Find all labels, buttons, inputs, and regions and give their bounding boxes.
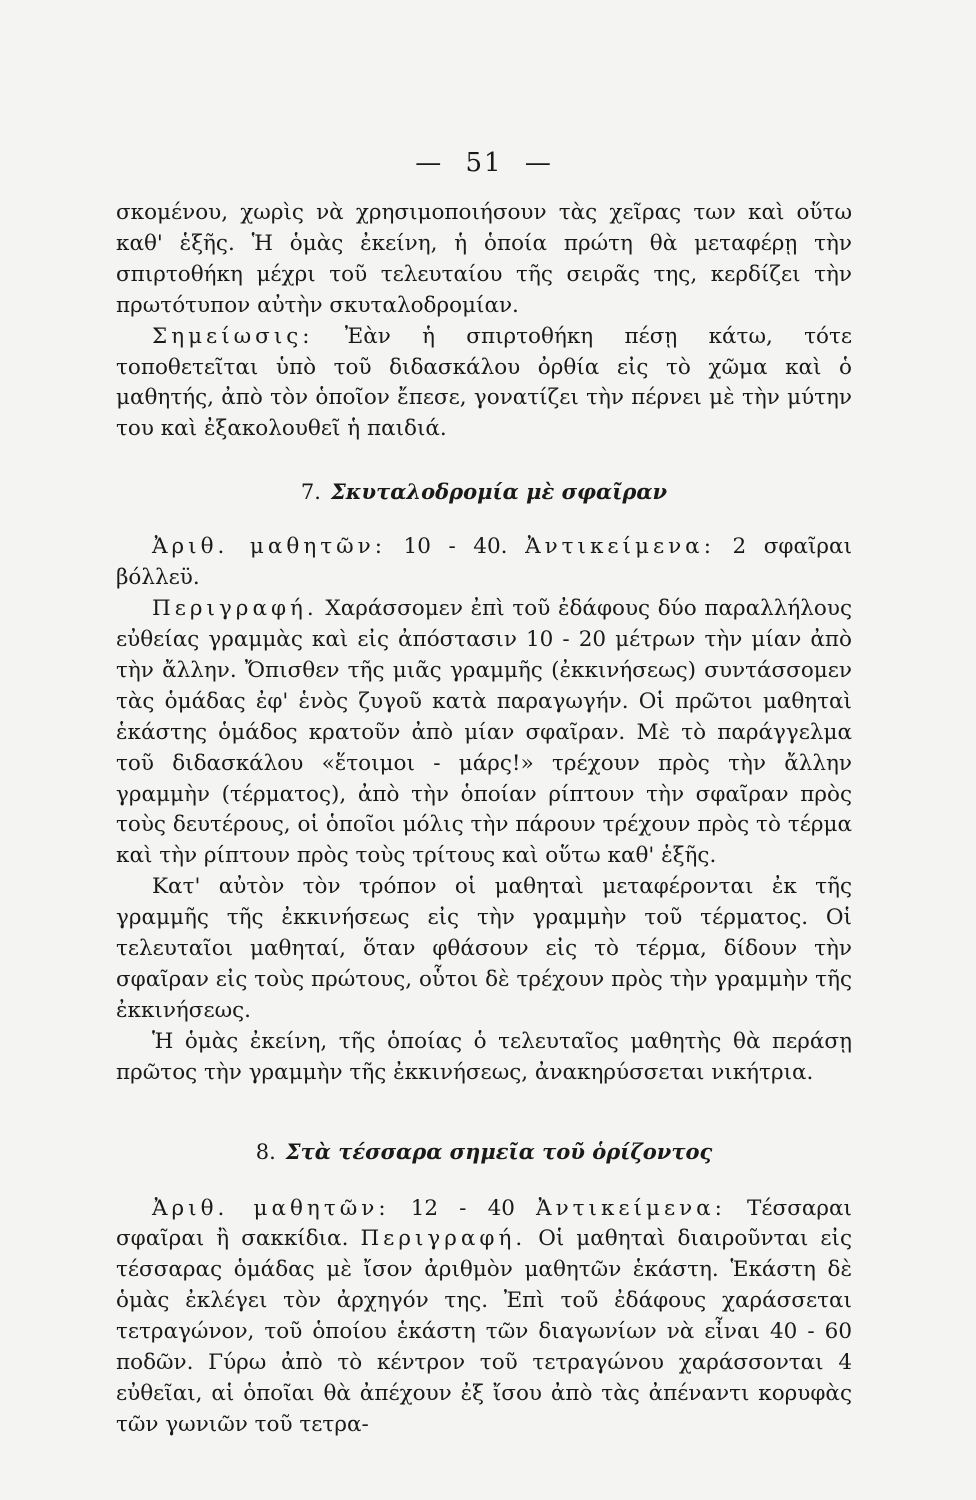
section-7-students-value: 10 - 40. (386, 534, 526, 560)
page-number-dash-left: — (415, 148, 444, 178)
page-number (116, 148, 852, 178)
section-7-heading (116, 479, 852, 504)
section-7-paragraph-2: Κατ' αὐτὸν τὸν τρόπον οἱ μαθηταὶ μεταφέρονται ἐκ τῆς γραμμῆς τῆς ἐκκινήσεως εἰς τὴν γραμμὴν τοῦ τέρματος. Οἱ τελευταῖοι μαθηταί, ὅταν φθάσουν εἰς τὸ τέρμα, δίδουν τὴν σφαῖραν εἰς τοὺς πρώτους, οὗτοι δὲ τρέχουν πρὸς τὴν γραμμὴν τῆς ἐκκινήσεως. (116, 874, 852, 1023)
section-8-objects-value: Τέσσαραι σφαῖραι ἢ σακκίδια. (116, 1195, 852, 1252)
section-7-description (116, 594, 852, 872)
section-8-students-label: Ἀριθ. μαθητῶν: (152, 1195, 390, 1221)
section-7-title: Σκυταλοδρομία μὲ σφαῖραν (330, 479, 668, 505)
intro-paragraph: σκομένου, χωρὶς νὰ χρησιμοποιήσουν τὰς χεῖρας των καὶ οὕτω καθ' ἑξῆς. Ἡ ὁμὰς ἐκείνη, ἡ ὁποία πρώτη θὰ μεταφέρῃ τὴν σπιρτοθήκη μέχρι τοῦ τελευταίου τῆς σειρᾶς της, κερδίζει τὴν πρωτότυπον αὐτὴν σκυταλοδρομίαν. (116, 200, 852, 318)
section-7-number: 7. (300, 480, 321, 505)
section-8-students-value: 12 - 40 (389, 1195, 537, 1221)
section-8-number: 8. (255, 1139, 276, 1164)
section-8-body (116, 1194, 852, 1441)
note-label: Σημείωσις: (152, 323, 314, 349)
note-text: Ἐὰν ἡ σπιρτοθήκη πέσῃ κάτω, τότε τοποθετεῖται ὑπὸ τοῦ διδασκάλου ὀρθία εἰς τὸ χῶμα καὶ ὁ μαθητής, ἀπὸ τὸν ὁποῖον ἔπεσε, γονατίζει τὴν πέρνει μὲ τὴν μύτην του καὶ ἐξακολουθεῖ ἡ παιδιά. (116, 323, 852, 442)
section-8-description-text: Οἱ μαθηταὶ διαιροῦνται εἰς τέσσαρας ὁμάδας μὲ ἴσον ἀριθμὸν μαθητῶν ἑκάστη. Ἑκάστη δὲ ὁμὰς ἐκλέγει τὸν ἀρχηγόν της. Ἐπὶ τοῦ ἐδάφους χαράσσεται τετραγώνον, τοῦ ὁποίου ἑκάστη τῶν διαγωνίων νὰ εἶναι 40 - 60 ποδῶν. Γύρω ἀπὸ τὸ κέντρον τοῦ τετραγώνου χαράσσονται 4 εὐθεῖαι, αἱ ὁποῖαι θὰ ἀπέχουν ἐξ ἴσου ἀπὸ τὰς ἀπέναντι κορυφὰς τῶν γωνιῶν τοῦ τετρα- (116, 1226, 852, 1437)
section-7-objects-value: 2 σφαῖραι βόλλεϋ. (116, 534, 853, 591)
section-7-description-text: Χαράσσομεν ἐπὶ τοῦ ἐδάφους δύο παραλλήλους εὐθείας γραμμὰς καὶ εἰς ἀπόστασιν 10 - 20 μέτρων τὴν μίαν ἀπὸ τὴν ἄλλην. Ὄπισθεν τῆς μιᾶς γραμμῆς (ἐκκινήσεως) συντάσσομεν τὰς ὁμάδας ἐφ' ἑνὸς ζυγοῦ κατὰ παραγωγήν. Οἱ πρῶτοι μαθηταὶ ἑκάστης ὁμάδος κρατοῦν ἀπὸ μίαν σφαῖραν. Μὲ τὸ παράγγελμα τοῦ διδασκάλου «ἕτοιμοι - μάρς!» τρέχουν πρὸς τὴν ἄλλην γραμμὴν (τέρματος), ἀπὸ τὴν ὁποίαν ρίπτουν τὴν σφαῖραν πρὸς τοὺς δευτέρους, οἱ ὁποῖοι μόλις τὴν πάρουν τρέχουν πρὸς τὸ τέρμα καὶ τὴν ρίπτουν πρὸς τοὺς τρίτους καὶ οὕτω καθ' ἑξῆς. (116, 596, 852, 869)
note-paragraph (116, 322, 852, 446)
section-8-title: Στὰ τέσσαρα σημεῖα τοῦ ὁρίζοντος (285, 1138, 713, 1164)
section-7-paragraph-3: Ἡ ὁμὰς ἐκείνη, τῆς ὁποίας ὁ τελευταῖος μαθητὴς θὰ περάσῃ πρῶτος τὴν γραμμὴν τῆς ἐκκινήσεως, ἀνακηρύσσεται νικήτρια. (116, 1028, 852, 1085)
page-number-dash-right: — (524, 148, 553, 178)
section-7-meta (116, 532, 852, 594)
section-8-heading (116, 1139, 852, 1164)
section-7-description-label: Περιγραφή. (152, 596, 318, 622)
section-8-description-label: Περιγραφή. (360, 1226, 527, 1252)
section-8-objects-label: Ἀντικείμενα: (536, 1195, 726, 1221)
section-7-students-label: Ἀριθ. μαθητῶν: (152, 534, 386, 560)
page-number-value: 51 (465, 148, 503, 178)
section-7-objects-label: Ἀντικείμενα: (525, 534, 715, 560)
